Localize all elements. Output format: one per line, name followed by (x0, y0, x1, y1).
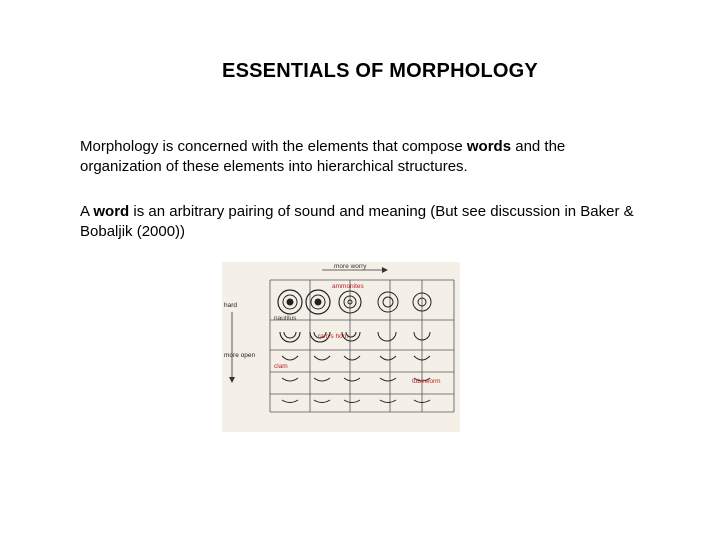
label-ammonites: ammonites (332, 283, 364, 290)
shell-morphospace-image (222, 262, 460, 432)
paragraph-text: Morphology is concerned with the elements that compose (80, 138, 467, 155)
label-more-open: more open (224, 352, 256, 359)
paragraph-text: is an arbitrary pairing of sound and meaning (But see discussion in Baker & Bobaljik (2000)) (80, 203, 634, 240)
bold-term-word: word (93, 203, 130, 220)
label-hard: hard (224, 302, 238, 309)
shell-morphospace-figure (222, 262, 460, 432)
label-rams-horn: ram's horn (318, 333, 349, 340)
label-clam: clam (274, 363, 288, 370)
paragraph-word-definition (80, 202, 640, 242)
label-nautilus: nautilus (274, 315, 297, 322)
label-tubeworm: tubeworm (412, 378, 441, 385)
paragraph-morphology (80, 137, 640, 177)
paragraph-text: A (80, 203, 94, 220)
slide-title: ESSENTIALS OF MORPHOLOGY (222, 60, 538, 82)
bold-term-words: words (466, 138, 512, 155)
paragraph-text: and the organization of these elements into hierarchical structures. (80, 138, 566, 175)
label-more-worry: more worry (334, 263, 367, 270)
